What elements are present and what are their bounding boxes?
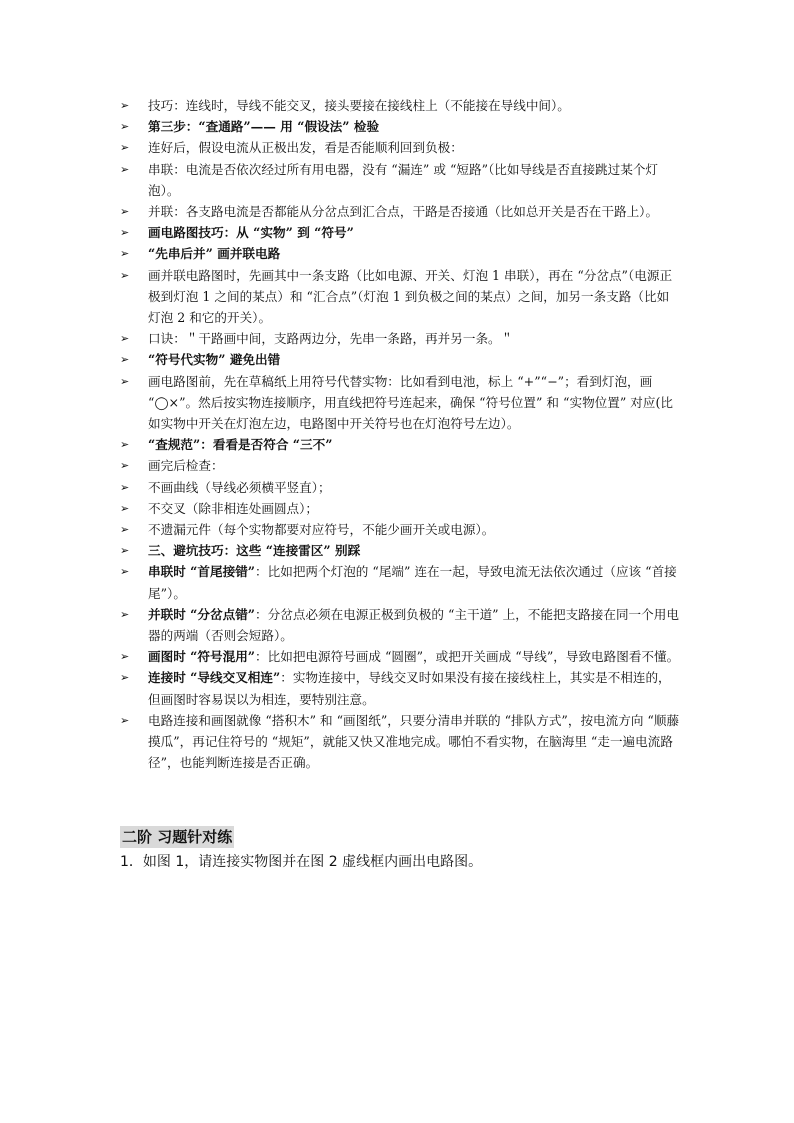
bullet-item <box>120 455 680 476</box>
bullet-arrow-icon: ➢ <box>120 480 130 494</box>
bullet-item <box>120 349 680 370</box>
bullet-item <box>120 328 680 349</box>
bullet-arrow-icon: ➢ <box>120 332 130 346</box>
bullet-text: 口诀：＂干路画中间，支路两边分，先串一条路，再并另一条。＂ <box>148 331 514 347</box>
bullet-arrow-icon: ➢ <box>120 650 130 664</box>
bullet-text: 第三步：“查通路”—— 用 “假设法” 检验 <box>148 119 380 135</box>
bullet-item <box>120 137 680 158</box>
bullet-text: 不遗漏元件（每个实物都要对应符号，不能少画开关或电源）。 <box>148 522 495 538</box>
section-heading: 二阶 习题针对练 <box>122 828 233 846</box>
bullet-text: 不交叉（除非相连处画圆点）； <box>148 500 319 516</box>
bullet-item <box>120 95 680 116</box>
bullet-arrow-icon: ➢ <box>120 459 130 473</box>
bullet-text: 画电路图技巧：从 “实物” 到 “符号” <box>148 225 354 241</box>
bullet-arrow-icon: ➢ <box>120 226 130 240</box>
bullet-text: 串联：电流是否依次经过所有用电器，没有 “漏连” 或 “短路”（比如导线是否直接跳过某个灯泡）。 <box>148 161 659 198</box>
bullet-arrow-icon: ➢ <box>120 247 130 261</box>
bullet-text: 连好后，假设电流从正极出发，看是否能顺利回到负极： <box>148 140 463 156</box>
bullet-item <box>120 646 680 667</box>
bullet-arrow-icon: ➢ <box>120 162 130 176</box>
bullet-arrow-icon: ➢ <box>120 374 130 388</box>
bullet-arrow-icon: ➢ <box>120 607 130 621</box>
bullet-text: 画并联电路图时，先画其中一条支路（比如电源、开关、灯泡 1 串联），再在 “分岔点”（电源正极到灯泡 1 之间的某点）和 “汇合点”（灯泡 1 到负极之间的某点）之间，加另一条支路（比如灯泡 2 和它的开关）。 <box>148 267 673 326</box>
bullet-arrow-icon: ➢ <box>120 713 130 727</box>
bullet-text: 并联：各支路电流是否都能从分岔点到汇合点，干路是否接通（比如总开关是否在干路上）。 <box>148 204 659 220</box>
bullet-text: 电路连接和画图就像 “搭积木” 和 “画图纸”，只要分清串并联的 “排队方式”，按电流方向 “顺藤摸瓜”，再记住符号的 “规矩”，就能又快又准地完成。哪怕不看实物，在脑海里 “走一遍电流路径”，也能判断连接是否正确。 <box>148 712 680 771</box>
bullet-item <box>120 159 680 201</box>
bullet-text: 画完后检查： <box>148 458 224 474</box>
bullet-text: 画电路图前，先在草稿纸上用符号代替实物：比如看到电池，标上 “+”“−”；看到灯泡，画 “◯×”。然后按实物连接顺序，用直线把符号连起来，确保 “符号位置” 和 “实物位置” 对应(比如实物中开关在灯泡左边，电路图中开关符号也在灯泡符号左边）。 <box>148 373 673 432</box>
bullet-lead: 串联时 “首尾接错” <box>148 564 256 580</box>
bullet-item <box>120 667 680 709</box>
bullet-item <box>120 604 680 646</box>
bullet-text: “符号代实物” 避免出错 <box>148 352 281 368</box>
bullet-text: 不画曲线（导线必须横平竖直）； <box>148 479 331 495</box>
bullet-item <box>120 540 680 561</box>
bullet-item <box>120 561 680 603</box>
bullet-arrow-icon: ➢ <box>120 501 130 515</box>
bullet-item <box>120 498 680 519</box>
bullet-item <box>120 519 680 540</box>
bullet-item <box>120 265 680 329</box>
bullet-arrow-icon: ➢ <box>120 99 130 112</box>
bullet-arrow-icon: ➢ <box>120 438 130 452</box>
bullet-arrow-icon: ➢ <box>120 353 130 367</box>
bullet-text: “查规范”：看看是否符合 “三不” <box>148 437 333 453</box>
bullet-arrow-icon: ➢ <box>120 120 130 134</box>
bullet-item <box>120 116 680 137</box>
bullet-text: 三、避坑技巧：这些 “连接雷区” 别踩 <box>148 543 361 559</box>
bullet-lead: 连接时 “导线交叉相连” <box>148 670 281 686</box>
bullet-item <box>120 201 680 222</box>
bullet-text: “先串后并” 画并联电路 <box>148 246 281 262</box>
bullet-item <box>120 434 680 455</box>
bullet-text: ：比如把两个灯泡的 “尾端” 连在一起，导致电流无法依次通过（应该 “首接尾”）。 <box>148 564 677 601</box>
bullet-item <box>120 222 680 243</box>
bullet-text: ：比如把电源符号画成 “圆圈”，或把开关画成 “导线”，导致电路图看不懂。 <box>255 649 680 665</box>
bullet-arrow-icon: ➢ <box>120 523 130 537</box>
bullet-lead: 并联时 “分岔点错” <box>148 606 256 622</box>
bullet-text: ：分岔点必须在电源正极到负极的 “主干道” 上，不能把支路接在同一个用电器的两端（否则会短路）。 <box>148 606 679 644</box>
bullet-arrow-icon: ➢ <box>120 565 130 579</box>
bullet-text: 技巧：连线时，导线不能交叉，接头要接在接线柱上（不能接在导线中间）。 <box>148 98 570 113</box>
bullet-arrow-icon: ➢ <box>120 205 130 219</box>
bullet-item <box>120 371 680 435</box>
bullet-arrow-icon: ➢ <box>120 671 130 685</box>
bullet-lead: 画图时 “符号混用” <box>148 649 256 665</box>
tips-bullet-list <box>120 95 680 774</box>
bullet-arrow-icon: ➢ <box>120 544 130 558</box>
question-1: 1．如图 1，请连接实物图并在图 2 虚线框内画出电路图。 <box>120 854 483 870</box>
bullet-item <box>120 477 680 498</box>
bullet-text: ：实物连接中，导线交叉时如果没有接在接线柱上，其实是不相连的，但画图时容易误以为相连，要特别注意。 <box>148 670 671 707</box>
bullet-arrow-icon: ➢ <box>120 141 130 155</box>
bullet-arrow-icon: ➢ <box>120 268 130 282</box>
bullet-item <box>120 710 680 774</box>
bullet-item <box>120 243 680 264</box>
